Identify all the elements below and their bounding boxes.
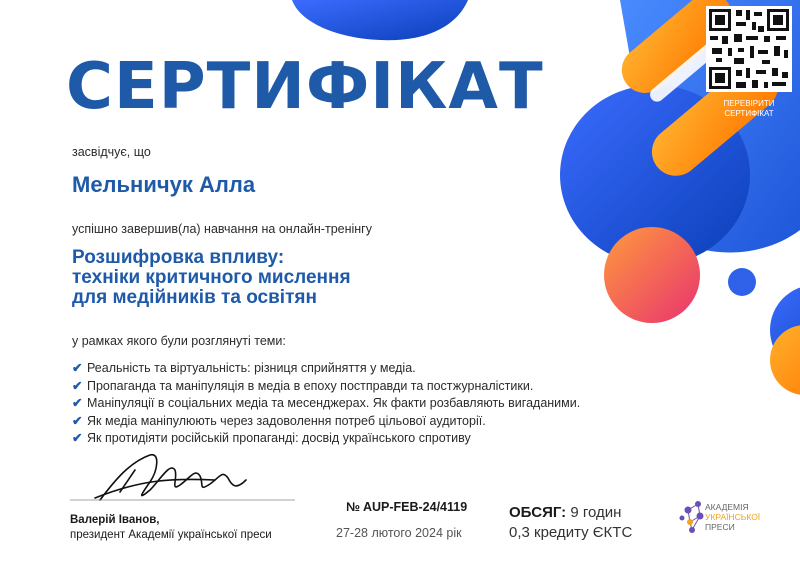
check-icon: ✔ bbox=[72, 378, 83, 393]
topic-text: Пропаганда та маніпуляція в медіа в епоху постправди та постжурналістики. bbox=[87, 378, 534, 393]
topic-text: Реальність та віртуальність: різниця сприйняття у медіа. bbox=[87, 361, 416, 375]
signature bbox=[95, 455, 246, 500]
topic-item bbox=[72, 378, 580, 396]
qr-caption-line: ПЕРЕВІРИТИ bbox=[723, 99, 775, 108]
academy-name bbox=[705, 502, 760, 532]
academy-line: ПРЕСИ bbox=[705, 522, 735, 532]
volume-credits: 0,3 кредиту ЄКТС bbox=[509, 524, 633, 541]
check-icon: ✔ bbox=[72, 361, 83, 375]
check-icon: ✔ bbox=[72, 431, 83, 445]
course-title-line: Розшифровка впливу: bbox=[72, 247, 285, 268]
check-icon: ✔ bbox=[72, 413, 83, 428]
topic-text: Як медіа маніпулюють через задоволення потреб цільової аудиторії. bbox=[87, 413, 486, 428]
qr-caption-line: СЕРТИФІКАТ bbox=[724, 109, 774, 118]
completed-text: успішно завершив(ла) навчання на онлайн-тренінгу bbox=[72, 222, 372, 236]
recipient-name: Мельничук Алла bbox=[72, 172, 256, 197]
course-title-line: техніки критичного мислення bbox=[72, 267, 351, 288]
signer-name: Валерій Іванов, bbox=[70, 514, 160, 526]
topic-text: Маніпуляції в соціальних медіа та месенджерах. Як факти розбавляють вигаданими. bbox=[87, 396, 581, 410]
qr-caption[interactable] bbox=[704, 99, 794, 119]
volume-label: ОБСЯГ: bbox=[509, 504, 567, 521]
certificate-title: СЕРТИФІКАТ bbox=[66, 50, 544, 124]
signer-block bbox=[70, 513, 272, 543]
academy-line: АКАДЕМІЯ bbox=[705, 502, 749, 512]
topics-list bbox=[72, 360, 580, 448]
course-title bbox=[72, 248, 351, 308]
topic-text: Як протидіяти російській пропаганді: досвід українського спротиву bbox=[87, 431, 471, 445]
academy-logo bbox=[680, 501, 704, 533]
topic-item bbox=[72, 430, 580, 448]
qr-code bbox=[706, 6, 792, 92]
gradient-circle bbox=[604, 227, 700, 323]
certifies-text: засвідчує, що bbox=[72, 145, 151, 159]
volume-hours: 9 годин bbox=[570, 504, 622, 521]
topic-item bbox=[72, 395, 580, 413]
volume-block bbox=[509, 503, 632, 543]
topic-item bbox=[72, 413, 580, 431]
certificate-number: № AUP-FEB-24/4119 bbox=[346, 500, 468, 514]
course-title-line: для медійників та освітян bbox=[72, 287, 317, 308]
topic-item bbox=[72, 360, 580, 378]
academy-line: УКРАЇНСЬКОЇ bbox=[705, 512, 761, 522]
blue-top-shape bbox=[292, 0, 468, 40]
signer-position: президент Академії української преси bbox=[70, 529, 272, 541]
check-icon: ✔ bbox=[72, 396, 83, 410]
topics-intro: у рамках якого були розглянуті теми: bbox=[72, 334, 286, 348]
small-blue-circle bbox=[728, 268, 756, 296]
course-date: 27-28 лютого 2024 рік bbox=[336, 526, 462, 540]
